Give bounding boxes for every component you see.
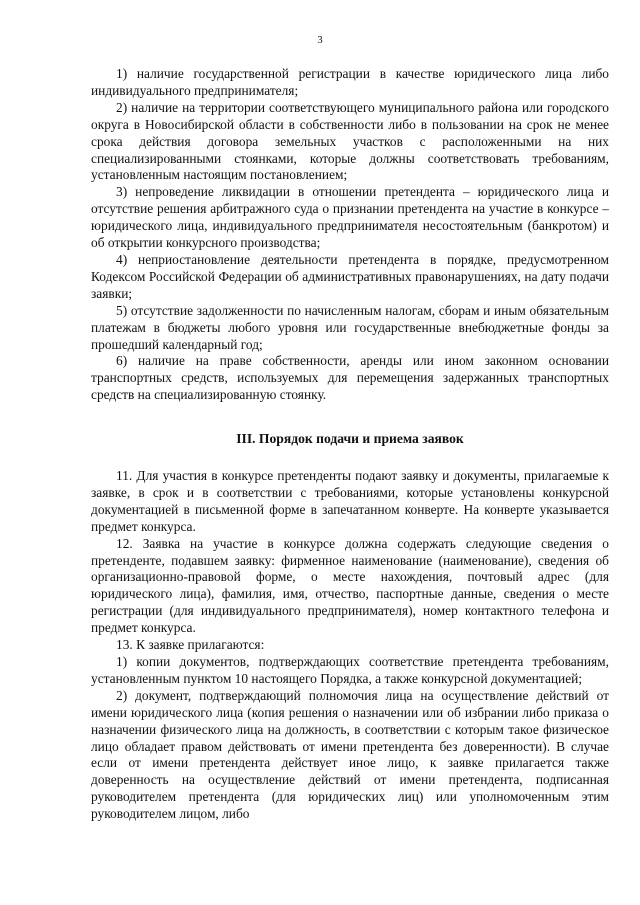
section-heading: III. Порядок подачи и приема заявок bbox=[236, 431, 464, 447]
requirement-item-2: 2) наличие на территории соответствующего муниципального района или городского округа в Новосибирской области в собственности либо в пользовании на срок не менее срока действия договора земельных участков с расположенными на них специализированными стоянками, которые должны соответствовать требованиям, установленным настоящим постановлением; bbox=[91, 99, 609, 183]
attachment-item-2: 2) документ, подтверждающий полномочия лица на осуществление действий от имени юридического лица (копия решения о назначении или об избрании либо приказа о назначении физического лица на должность, в соответствии с которым такое физическое лицо обладает правом действовать от имени претендента без доверенности). В случае если от имени претендента действует иное лицо, к заявке прилагается также доверенность на осуществление действий от имени претендента, подписанная руководителем претендента (для юридических лиц) или уполномоченным этим руководителем лицом, либо bbox=[91, 687, 609, 822]
attachment-item-1: 1) копии документов, подтверждающих соответствие претендента требованиям, установленным пунктом 10 настоящего Порядка, а также конкурсной документацией; bbox=[91, 654, 609, 686]
requirement-item-4: 4) неприостановление деятельности претендента в порядке, предусмотренном Кодексом Российской Федерации об административных правонарушениях, на дату подачи заявки; bbox=[91, 251, 609, 301]
clause-11: 11. Для участия в конкурсе претенденты подают заявку и документы, прилагаемые к заявке, в срок и в соответствии с требованиями, которые установлены конкурсной документацией в письменной форме в запечатанном конверте. На конверте указывается предмет конкурса. bbox=[91, 468, 609, 534]
clause-12: 12. Заявка на участие в конкурсе должна содержать следующие сведения о претенденте, подавшем заявку: фирменное наименование (наименование), сведения об организационно-правовой форме, о месте нахождения, почтовый адрес (для юридического лица), фамилия, имя, отчество, паспортные данные, сведения о месте регистрации (для индивидуального предпринимателя), номер контактного телефона и предмет конкурса. bbox=[91, 535, 609, 636]
document-body bbox=[91, 66, 609, 823]
requirement-item-3: 3) непроведение ликвидации в отношении претендента – юридического лица и отсутствие решения арбитражного суда о признании претендента на участие в конкурсе – юридического лица, индивидуального предпринимателя несостоятельным (банкротом) и об открытии конкурсного производства; bbox=[91, 184, 609, 251]
requirement-item-6: 6) наличие на праве собственности, аренды или ином законном основании транспортных средств, используемых для перемещения задержанных транспортных средств на специализированную стоянку. bbox=[91, 353, 609, 403]
clause-13: 13. К заявке прилагаются: bbox=[116, 637, 265, 653]
page-number: 3 bbox=[317, 35, 323, 46]
requirement-item-1: 1) наличие государственной регистрации в качестве юридического лица либо индивидуального предпринимателя; bbox=[91, 66, 609, 98]
requirement-item-5: 5) отсутствие задолженности по начисленным налогам, сборам и иным обязательным платежам в бюджеты любого уровня или государственные внебюджетные фонды за прошедший календарный год; bbox=[91, 302, 609, 352]
